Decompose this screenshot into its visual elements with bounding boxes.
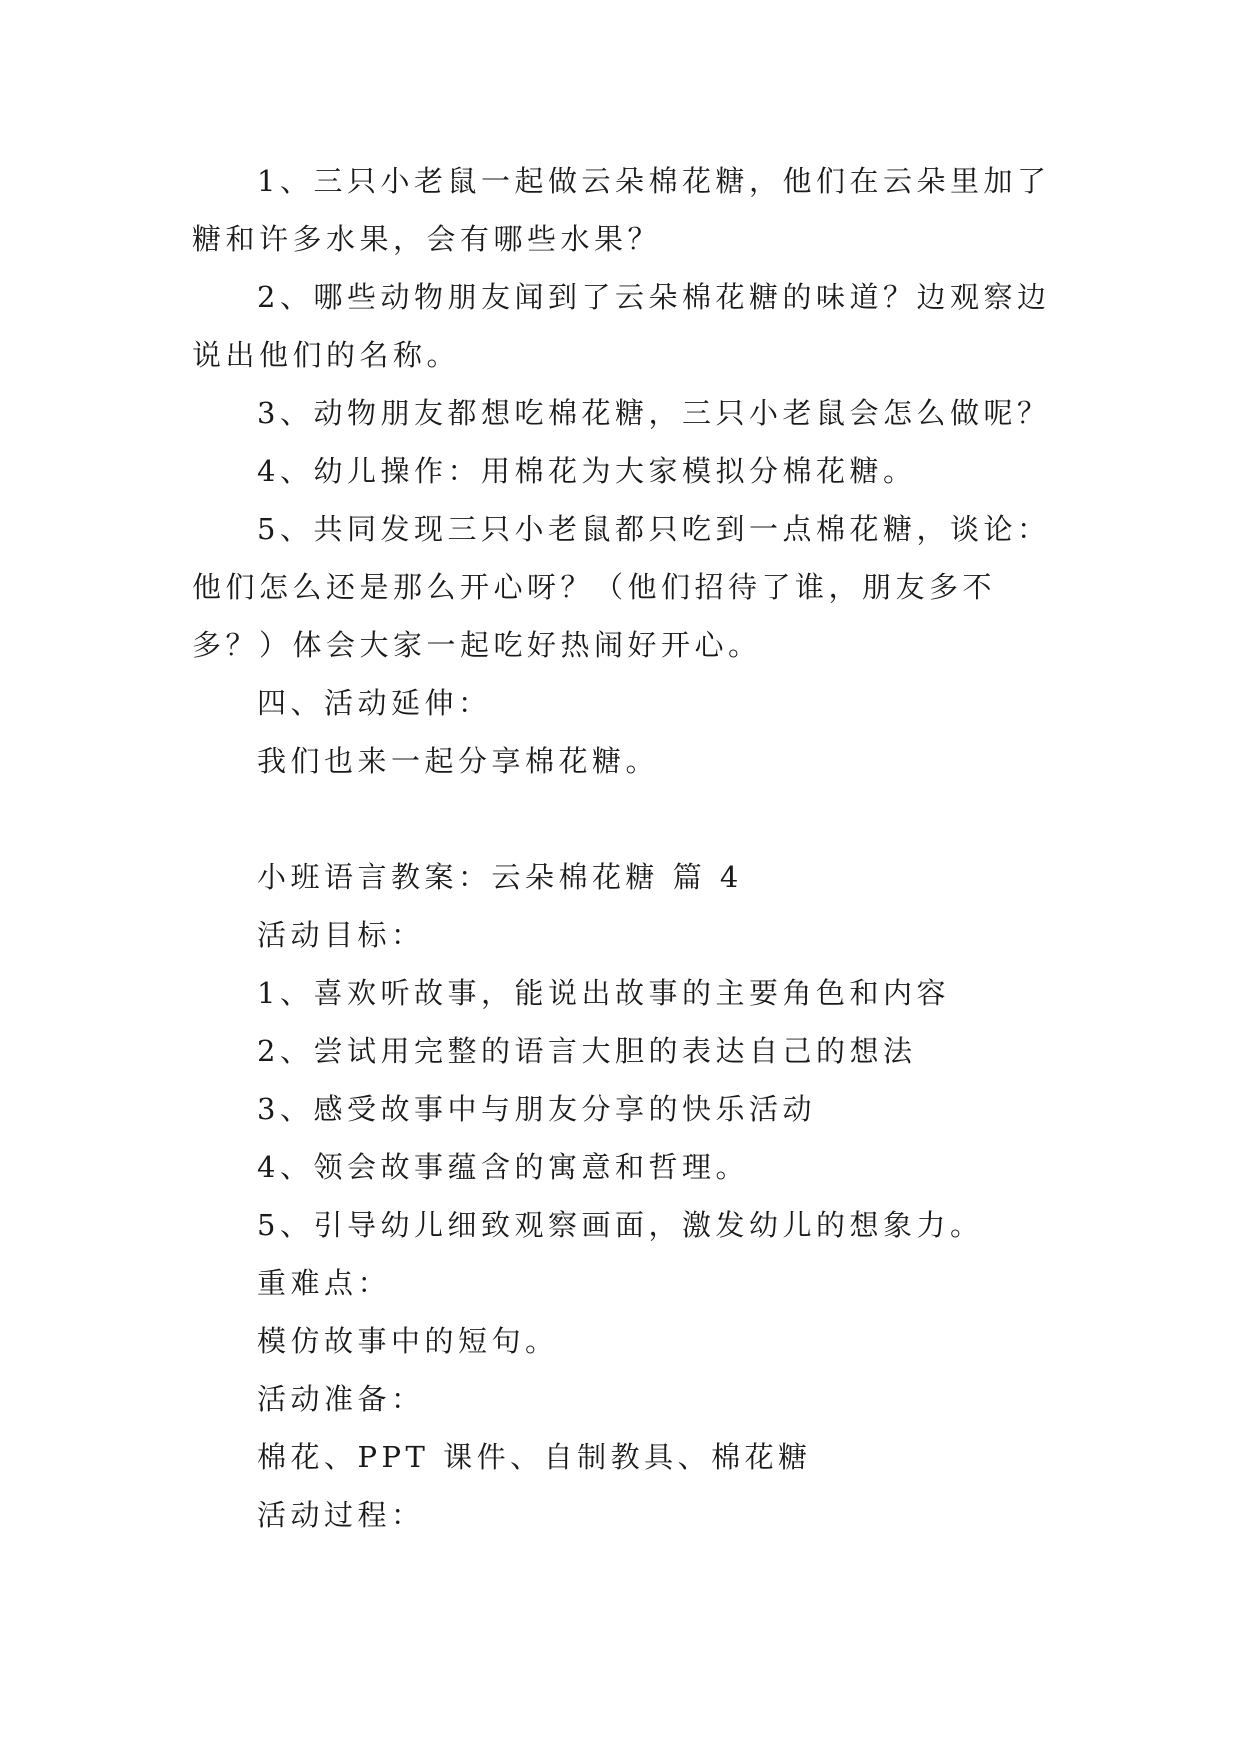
section-heading: 活动准备：: [257, 1382, 425, 1416]
paragraph: 2、哪些动物朋友闻到了云朵棉花糖的味道？边观察边说出他们的名称。: [192, 280, 1051, 372]
section-spacer: [192, 790, 1054, 848]
list-item: 1、喜欢听故事，能说出故事的主要角色和内容: [257, 976, 950, 1010]
paragraph: 5、共同发现三只小老鼠都只吃到一点棉花糖，谈论：他们怎么还是那么开心呀？（他们招待了谁，朋友多不多？）体会大家一起吃好热闹好开心。: [192, 512, 1051, 662]
paragraph: 4、幼儿操作：用棉花为大家模拟分棉花糖。: [257, 454, 917, 488]
paragraph: 棉花、PPT 课件、自制教具、棉花糖: [257, 1440, 812, 1474]
paragraph: 模仿故事中的短句。: [257, 1324, 559, 1358]
section-title: 小班语言教案：云朵棉花糖 篇 4: [257, 860, 743, 894]
paragraph: 3、动物朋友都想吃棉花糖，三只小老鼠会怎么做呢？: [257, 396, 1051, 430]
section-heading: 四、活动延伸：: [257, 686, 492, 720]
section-heading: 重难点：: [257, 1266, 392, 1300]
paragraph: 1、三只小老鼠一起做云朵棉花糖，他们在云朵里加了糖和许多水果，会有哪些水果？: [192, 164, 1051, 256]
section-heading: 活动目标：: [257, 918, 425, 952]
list-item: 2、尝试用完整的语言大胆的表达自己的想法: [257, 1034, 917, 1068]
list-item: 4、领会故事蕴含的寓意和哲理。: [257, 1150, 749, 1184]
list-item: 5、引导幼儿细致观察画面，激发幼儿的想象力。: [257, 1208, 984, 1242]
section-heading: 活动过程：: [257, 1498, 425, 1532]
list-item: 3、感受故事中与朋友分享的快乐活动: [257, 1092, 816, 1126]
paragraph: 我们也来一起分享棉花糖。: [257, 744, 660, 778]
document-body: [192, 152, 1054, 1544]
